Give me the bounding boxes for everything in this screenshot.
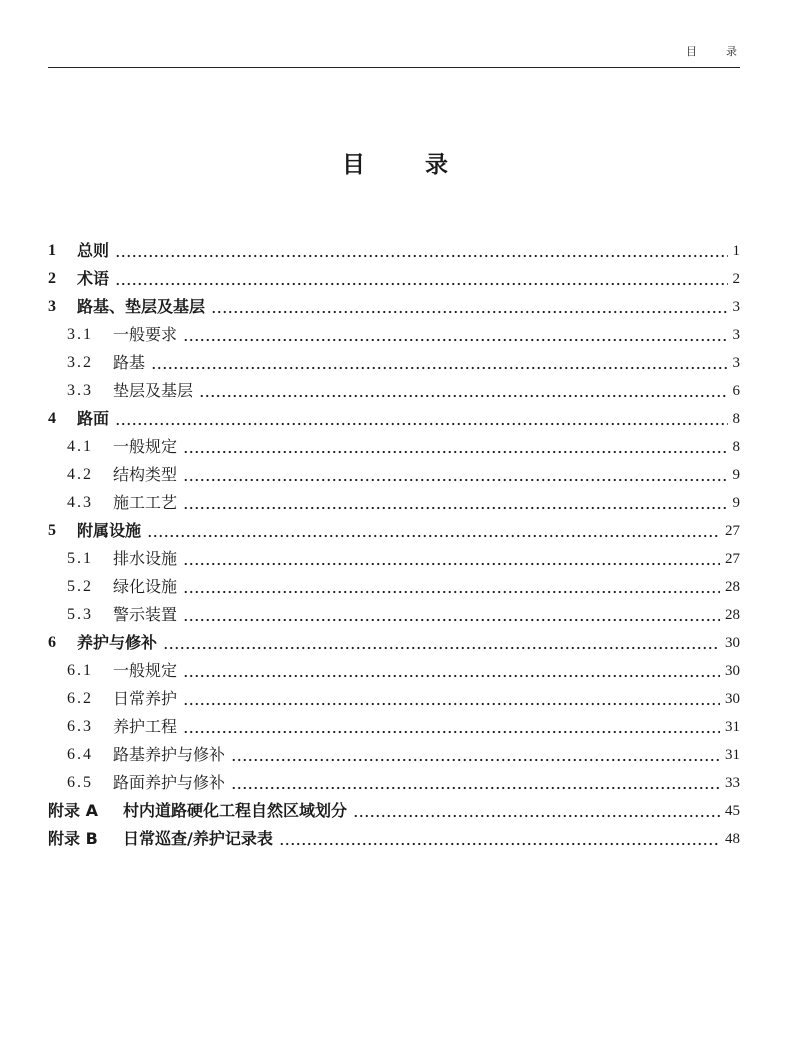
entry-title: 路基、垫层及基层 — [77, 297, 206, 316]
entry-number: 6.3 — [67, 718, 93, 735]
dot-leader — [211, 293, 727, 321]
page-number: 28 — [725, 607, 740, 623]
entry-number: 4.2 — [67, 466, 93, 483]
dot-leader — [115, 405, 727, 433]
toc-section-entry — [48, 321, 740, 349]
page-number: 30 — [725, 635, 740, 651]
toc-section-entry — [48, 713, 740, 741]
dot-leader — [183, 601, 720, 629]
dot-leader — [147, 517, 720, 545]
entry-title: 结构类型 — [113, 465, 178, 484]
entry-title: 施工工艺 — [113, 493, 178, 512]
page-title: 目录 — [342, 152, 508, 178]
dot-leader — [115, 237, 727, 265]
toc-chapter-entry — [48, 237, 740, 265]
dot-leader — [183, 461, 727, 489]
page-number: 31 — [725, 719, 740, 735]
entry-number: 1 — [48, 242, 56, 259]
entry-title: 垫层及基层 — [113, 381, 194, 400]
toc-section-entry — [48, 433, 740, 461]
page-number: 8 — [732, 439, 740, 455]
toc-section-entry — [48, 349, 740, 377]
dot-leader — [183, 489, 727, 517]
table-of-contents — [48, 237, 740, 853]
page-number: 45 — [725, 803, 740, 819]
toc-appendix-entry — [48, 825, 740, 853]
page-number: 30 — [725, 663, 740, 679]
page-number: 28 — [725, 579, 740, 595]
toc-chapter-entry — [48, 517, 740, 545]
dot-leader — [279, 825, 720, 853]
toc-section-entry — [48, 741, 740, 769]
entry-number: 5.1 — [67, 550, 93, 567]
toc-section-entry — [48, 377, 740, 405]
dot-leader — [183, 433, 727, 461]
dot-leader — [115, 265, 727, 293]
dot-leader — [183, 321, 727, 349]
entry-number: 6 — [48, 634, 56, 651]
entry-title: 一般要求 — [113, 325, 178, 344]
toc-appendix-entry — [48, 797, 740, 825]
entry-title: 附属设施 — [77, 521, 142, 540]
toc-chapter-entry — [48, 405, 740, 433]
page-number: 1 — [732, 243, 740, 259]
toc-section-entry — [48, 657, 740, 685]
dot-leader — [151, 349, 727, 377]
page-number: 27 — [725, 523, 740, 539]
dot-leader — [183, 713, 720, 741]
toc-section-entry — [48, 461, 740, 489]
entry-title: 一般规定 — [113, 661, 178, 680]
toc-section-entry — [48, 769, 740, 797]
dot-leader — [231, 741, 720, 769]
page-number: 3 — [732, 299, 740, 315]
entry-number: 4.3 — [67, 494, 93, 511]
entry-number: 6.5 — [67, 774, 93, 791]
entry-number: 4.1 — [67, 438, 93, 455]
dot-leader — [183, 545, 720, 573]
entry-number: 3.1 — [67, 326, 93, 343]
entry-number: 3.3 — [67, 382, 93, 399]
toc-chapter-entry — [48, 265, 740, 293]
entry-number: 5.2 — [67, 578, 93, 595]
page-number: 9 — [732, 495, 740, 511]
entry-number: 6.4 — [67, 746, 93, 763]
dot-leader — [163, 629, 720, 657]
page-number: 9 — [732, 467, 740, 483]
dot-leader — [183, 685, 720, 713]
entry-title: 警示装置 — [113, 605, 178, 624]
toc-section-entry — [48, 685, 740, 713]
entry-title: 绿化设施 — [113, 577, 178, 596]
entry-number: 2 — [48, 270, 56, 287]
dot-leader — [183, 657, 720, 685]
dot-leader — [199, 377, 727, 405]
dot-leader — [231, 769, 720, 797]
page-number: 6 — [732, 383, 740, 399]
toc-chapter-entry — [48, 629, 740, 657]
page-number: 27 — [725, 551, 740, 567]
entry-title: 路面 — [77, 409, 110, 428]
entry-title: 日常养护 — [113, 689, 178, 708]
entry-title: 术语 — [77, 269, 110, 288]
entry-title: 村内道路硬化工程自然区域划分 — [123, 801, 348, 820]
entry-title: 日常巡查/养护记录表 — [123, 829, 273, 848]
page-number: 2 — [732, 271, 740, 287]
toc-section-entry — [48, 545, 740, 573]
page-number: 48 — [725, 831, 740, 847]
page-number: 8 — [732, 411, 740, 427]
toc-section-entry — [48, 573, 740, 601]
dot-leader — [353, 797, 720, 825]
entry-title: 养护与修补 — [77, 633, 158, 652]
toc-section-entry — [48, 601, 740, 629]
running-header-title: 目录 — [686, 45, 766, 58]
toc-section-entry — [48, 489, 740, 517]
entry-number: 5.3 — [67, 606, 93, 623]
entry-number: 3.2 — [67, 354, 93, 371]
entry-number: 4 — [48, 410, 56, 427]
entry-number: 附录 B — [48, 829, 98, 848]
entry-title: 路面养护与修补 — [113, 773, 226, 792]
page-number: 3 — [732, 355, 740, 371]
entry-number: 3 — [48, 298, 56, 315]
page-number: 30 — [725, 691, 740, 707]
entry-title: 路基 — [113, 353, 146, 372]
page-number: 31 — [725, 747, 740, 763]
dot-leader — [183, 573, 720, 601]
entry-number: 6.1 — [67, 662, 93, 679]
entry-number: 6.2 — [67, 690, 93, 707]
entry-number: 附录 A — [48, 801, 98, 820]
entry-number: 5 — [48, 522, 56, 539]
page-number: 33 — [725, 775, 740, 791]
entry-title: 一般规定 — [113, 437, 178, 456]
entry-title: 总则 — [77, 241, 110, 260]
page-number: 3 — [732, 327, 740, 343]
header-rule — [48, 67, 740, 68]
entry-title: 养护工程 — [113, 717, 178, 736]
toc-chapter-entry — [48, 293, 740, 321]
entry-title: 排水设施 — [113, 549, 178, 568]
entry-title: 路基养护与修补 — [113, 745, 226, 764]
